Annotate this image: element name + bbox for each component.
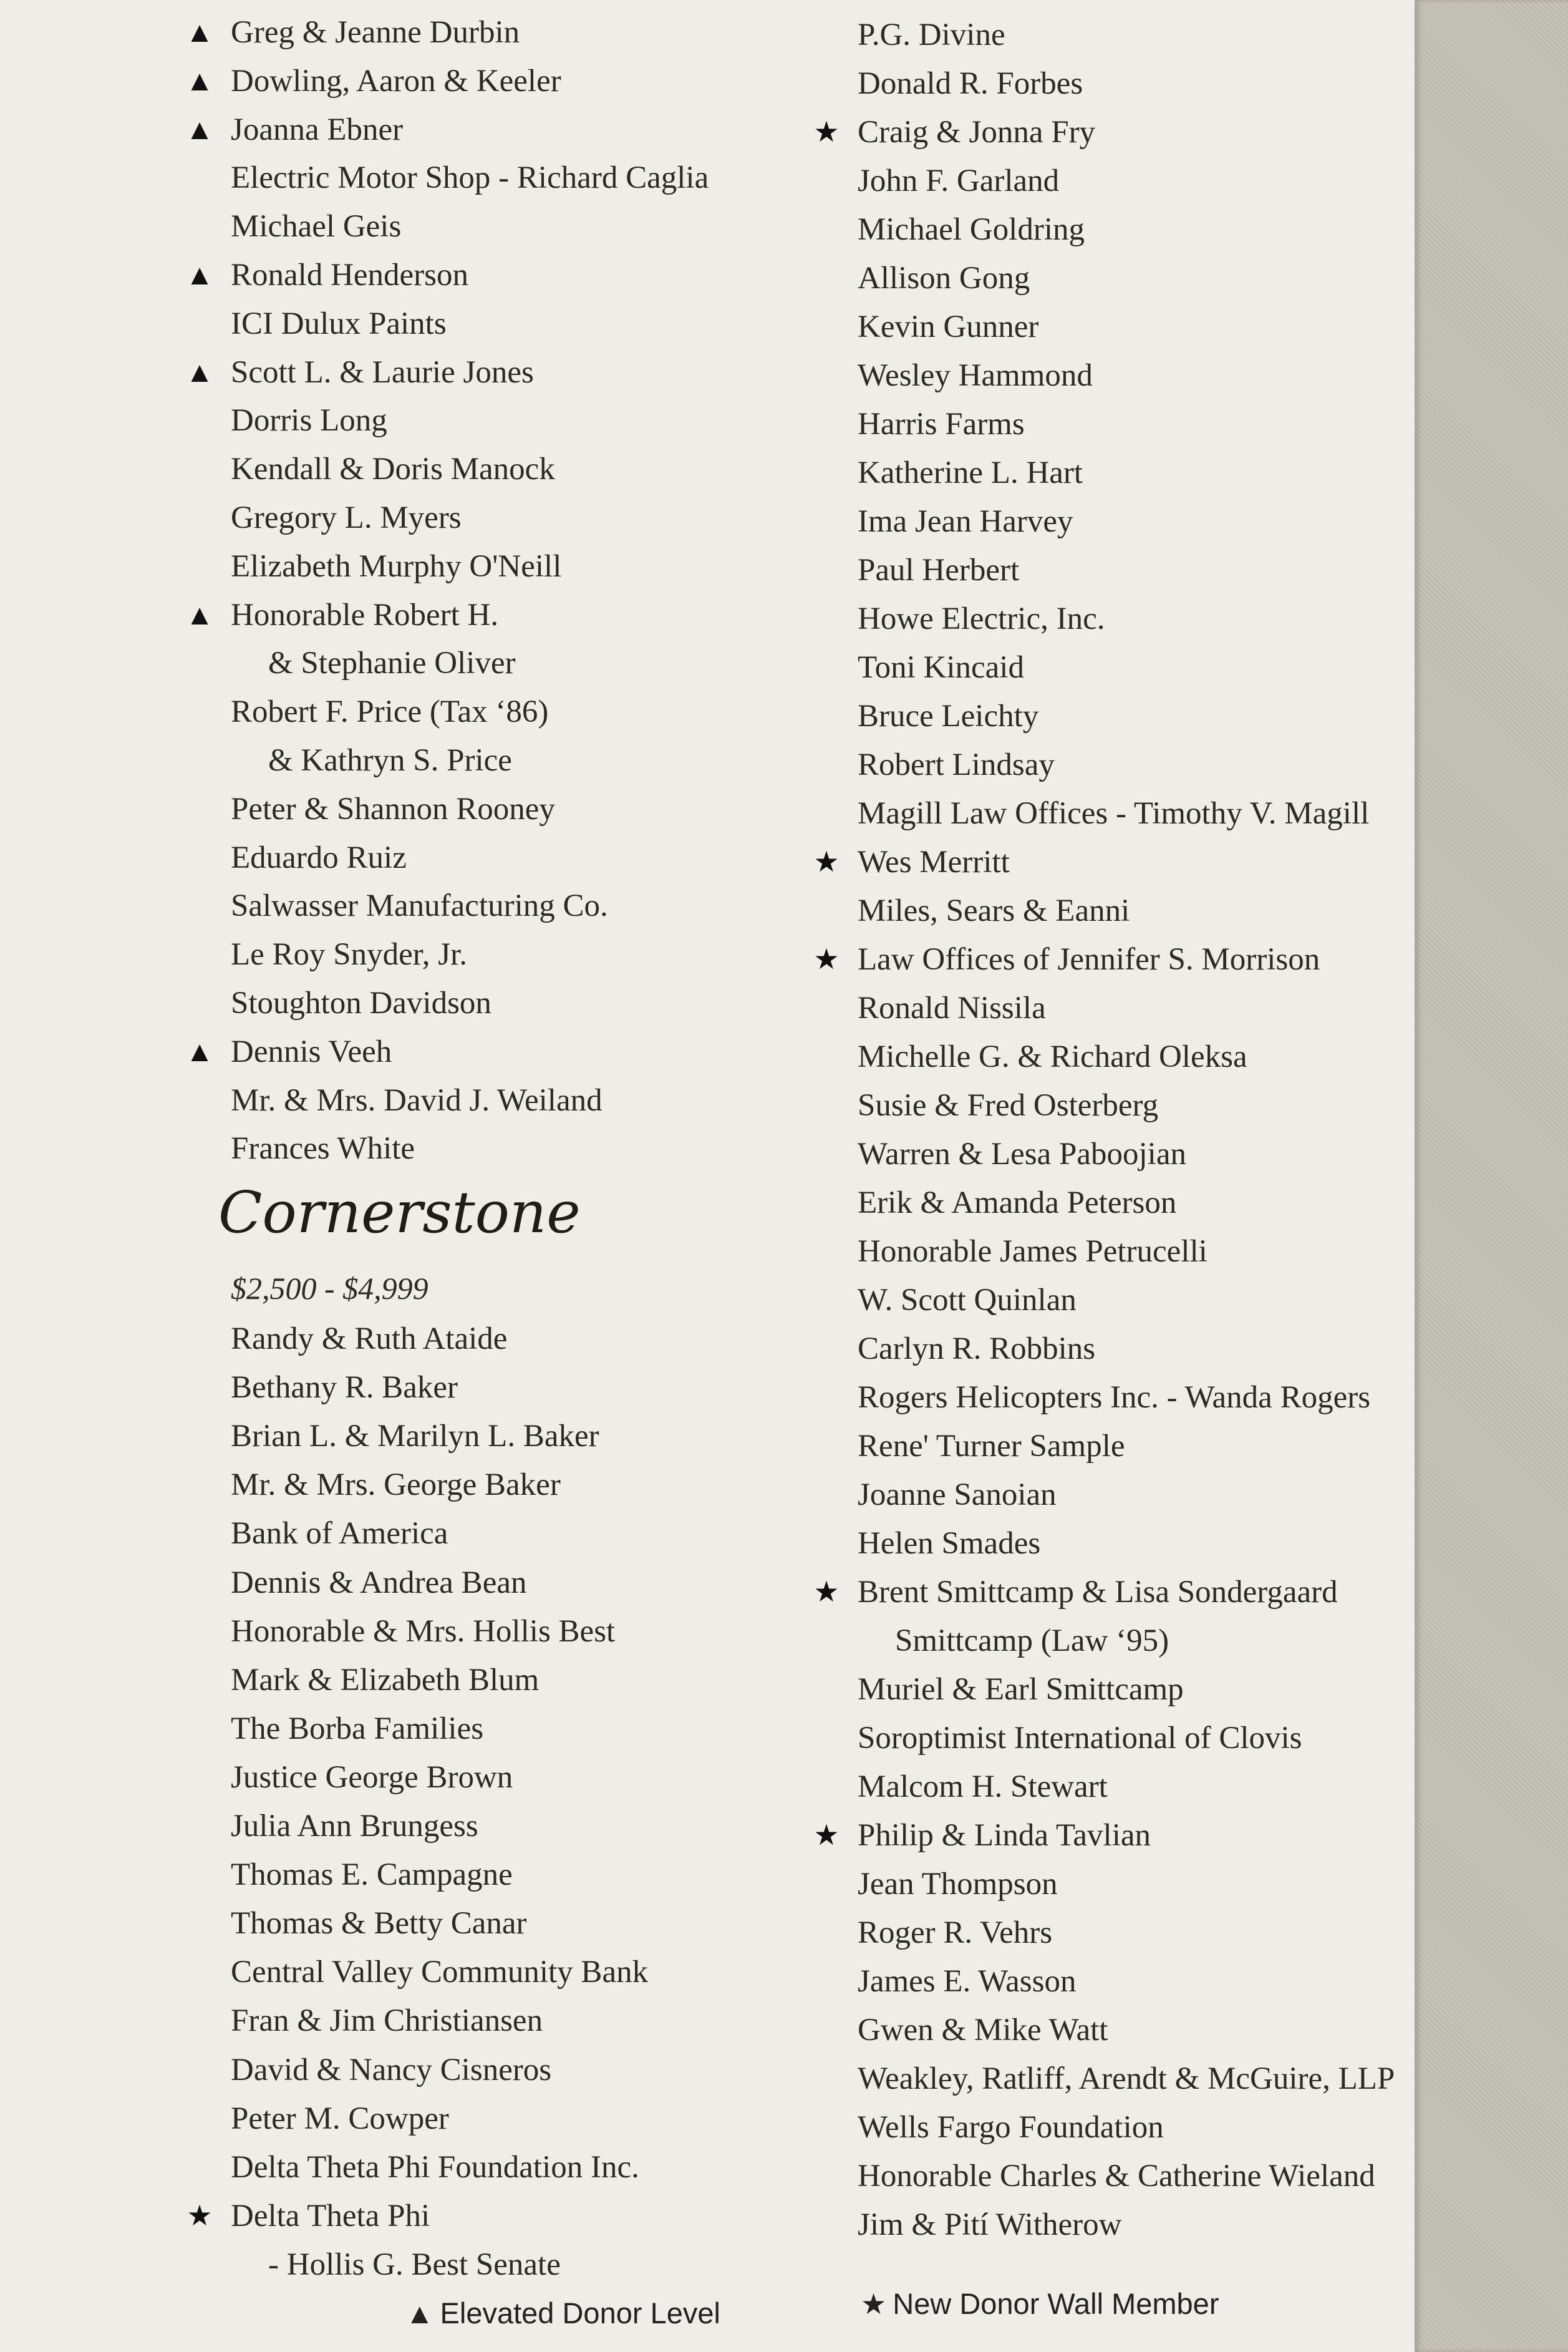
donor-name: Law Offices of Jennifer S. Morrison <box>858 942 1320 977</box>
donor-name: Michelle G. & Richard Oleksa <box>858 1039 1247 1074</box>
donor-name: Jim & Pití Witherow <box>858 2207 1122 2242</box>
donor-name: Malcom H. Stewart <box>858 1769 1108 1804</box>
donor-name: Honorable & Mrs. Hollis Best <box>231 1613 616 1649</box>
donor-name: Miles, Sears & Eanni <box>858 893 1130 928</box>
donor-name: Joanne Sanoian <box>858 1477 1057 1512</box>
left-donor-column <box>181 0 805 2352</box>
donor-name: Donald R. Forbes <box>858 66 1083 101</box>
donor-name: Ima Jean Harvey <box>858 504 1073 539</box>
donor-name: Bethany R. Baker <box>231 1370 458 1406</box>
donor-name: Salwasser Manufacturing Co. <box>231 888 608 924</box>
donor-name: Ronald Henderson <box>231 258 469 293</box>
donor-name: Dennis & Andrea Bean <box>231 1565 527 1600</box>
donor-name: Bank of America <box>231 1516 448 1552</box>
donor-name: John F. Garland <box>858 163 1060 198</box>
donor-name: Greg & Jeanne Durbin <box>231 15 520 50</box>
donor-name: Philip & Linda Tavlian <box>858 1818 1151 1853</box>
donor-name: Helen Smades <box>858 1526 1041 1561</box>
legend-elevated <box>405 2296 720 2330</box>
donor-name: Elizabeth Murphy O'Neill <box>231 548 562 584</box>
donor-name: Wesley Hammond <box>858 358 1093 393</box>
donor-name: Dowling, Aaron & Keeler <box>231 63 561 99</box>
donor-name: Katherine L. Hart <box>858 455 1083 490</box>
donor-name: Kendall & Doris Manock <box>231 452 555 487</box>
donor-name: Warren & Lesa Paboojian <box>858 1137 1186 1172</box>
donor-name: Dorris Long <box>231 403 387 439</box>
donor-name: Julia Ann Brungess <box>231 1809 478 1844</box>
donor-name: Brent Smittcamp & Lisa Sondergaard <box>858 1575 1338 1610</box>
donor-name: Soroptimist International of Clovis <box>858 1721 1302 1756</box>
donor-name: Paul Herbert <box>858 553 1020 588</box>
triangle-icon: ▲ <box>185 259 214 291</box>
triangle-icon: ▲ <box>185 16 214 48</box>
donor-name: Harris Farms <box>858 407 1025 442</box>
donor-name: The Borba Families <box>231 1711 484 1746</box>
right-donor-column <box>808 0 1431 2352</box>
donor-name: Gregory L. Myers <box>231 500 462 535</box>
donor-name: Central Valley Community Bank <box>231 1955 649 1990</box>
triangle-icon: ▲ <box>185 598 214 631</box>
star-icon: ★ <box>186 2199 213 2232</box>
donor-name: W. Scott Quinlan <box>858 1283 1077 1318</box>
donor-name: Michael Geis <box>231 209 402 245</box>
star-icon: ★ <box>861 2288 887 2320</box>
wall-frame <box>1415 0 1568 2352</box>
donor-name: David & Nancy Cisneros <box>231 2052 552 2087</box>
donor-name: Honorable James Petrucelli <box>858 1234 1207 1269</box>
donor-name: Allison Gong <box>858 261 1030 296</box>
donor-name: & Stephanie Oliver <box>268 646 516 681</box>
donor-name: Kevin Gunner <box>858 309 1039 344</box>
donor-name: Robert Lindsay <box>858 747 1055 782</box>
section-range: $2,500 - $4,999 <box>231 1271 428 1306</box>
donor-name: Brian L. & Marilyn L. Baker <box>231 1419 599 1454</box>
legend-elevated-label: Elevated Donor Level <box>440 2296 720 2330</box>
donor-name: Justice George Brown <box>231 1759 513 1795</box>
donor-name: Honorable Robert H. <box>231 597 499 633</box>
triangle-icon: ▲ <box>185 64 214 97</box>
donor-name: Muriel & Earl Smittcamp <box>858 1672 1184 1707</box>
donor-name: Magill Law Offices - Timothy V. Magill <box>858 796 1370 831</box>
donor-name: Michael Goldring <box>858 212 1085 247</box>
donor-name: P.G. Divine <box>858 17 1005 52</box>
section-title: Cornerstone <box>218 1179 581 1246</box>
donor-name: Randy & Ruth Ataide <box>231 1321 508 1356</box>
donor-name: Mr. & Mrs. George Baker <box>231 1467 561 1503</box>
legend-new-member <box>861 2286 1219 2321</box>
donor-name: - Hollis G. Best Senate <box>268 2247 561 2282</box>
donor-name: Craig & Jonna Fry <box>858 115 1096 150</box>
star-icon: ★ <box>813 1819 840 1851</box>
donor-name: Carlyn R. Robbins <box>858 1331 1096 1366</box>
donor-name: Erik & Amanda Peterson <box>858 1185 1177 1220</box>
donor-name: Robert F. Price (Tax ‘86) <box>231 694 549 730</box>
donor-name: & Kathryn S. Price <box>268 743 512 778</box>
donor-name: Bruce Leichty <box>858 699 1039 734</box>
donor-name: Howe Electric, Inc. <box>858 601 1105 636</box>
donor-name: Eduardo Ruiz <box>231 840 407 875</box>
triangle-icon: ▲ <box>185 113 214 145</box>
donor-name: Delta Theta Phi <box>231 2198 430 2233</box>
triangle-icon: ▲ <box>185 1035 214 1067</box>
donor-name: Mr. & Mrs. David J. Weiland <box>231 1082 603 1118</box>
donor-name: Honorable Charles & Catherine Wieland <box>858 2159 1375 2194</box>
donor-name: Rene' Turner Sample <box>858 1429 1125 1464</box>
donor-name: Susie & Fred Osterberg <box>858 1088 1159 1123</box>
donor-name: Wes Merritt <box>858 845 1010 880</box>
donor-name: Jean Thompson <box>858 1867 1058 1902</box>
donor-name: Dennis Veeh <box>231 1034 392 1069</box>
star-icon: ★ <box>813 1576 840 1608</box>
donor-name: Weakley, Ratliff, Arendt & McGuire, LLP <box>858 2061 1395 2096</box>
donor-name: Joanna Ebner <box>231 112 404 147</box>
donor-name: Stoughton Davidson <box>231 986 491 1021</box>
donor-name: Toni Kincaid <box>858 650 1024 685</box>
donor-name: Fran & Jim Christiansen <box>231 2003 543 2039</box>
donor-name: Wells Fargo Foundation <box>858 2110 1164 2145</box>
donor-name: Scott L. & Laurie Jones <box>231 354 534 390</box>
donor-name: Peter M. Cowper <box>231 2101 449 2136</box>
donor-name: Le Roy Snyder, Jr. <box>231 937 468 973</box>
donor-name: Roger R. Vehrs <box>858 1915 1053 1950</box>
donor-name: ICI Dulux Paints <box>231 306 447 341</box>
triangle-icon: ▲ <box>185 356 214 388</box>
donor-name: Gwen & Mike Watt <box>858 2013 1108 2048</box>
star-icon: ★ <box>813 116 840 148</box>
triangle-icon: ▲ <box>405 2297 434 2330</box>
donor-name: Frances White <box>231 1131 415 1167</box>
donor-name: James E. Wasson <box>858 1964 1077 1999</box>
donor-name: Electric Motor Shop - Richard Caglia <box>231 160 709 196</box>
donor-name: Peter & Shannon Rooney <box>231 791 555 827</box>
donor-name: Ronald Nissila <box>858 991 1046 1026</box>
donor-name: Rogers Helicopters Inc. - Wanda Rogers <box>858 1380 1371 1415</box>
donor-name: Thomas & Betty Canar <box>231 1906 527 1941</box>
star-icon: ★ <box>813 943 840 975</box>
donor-name: Thomas E. Campagne <box>231 1857 513 1893</box>
donor-name: Smittcamp (Law ‘95) <box>895 1623 1169 1658</box>
legend-new-member-label: New Donor Wall Member <box>893 2287 1219 2320</box>
donor-name: Delta Theta Phi Foundation Inc. <box>231 2149 639 2185</box>
donor-name: Mark & Elizabeth Blum <box>231 1662 540 1698</box>
star-icon: ★ <box>813 846 840 878</box>
